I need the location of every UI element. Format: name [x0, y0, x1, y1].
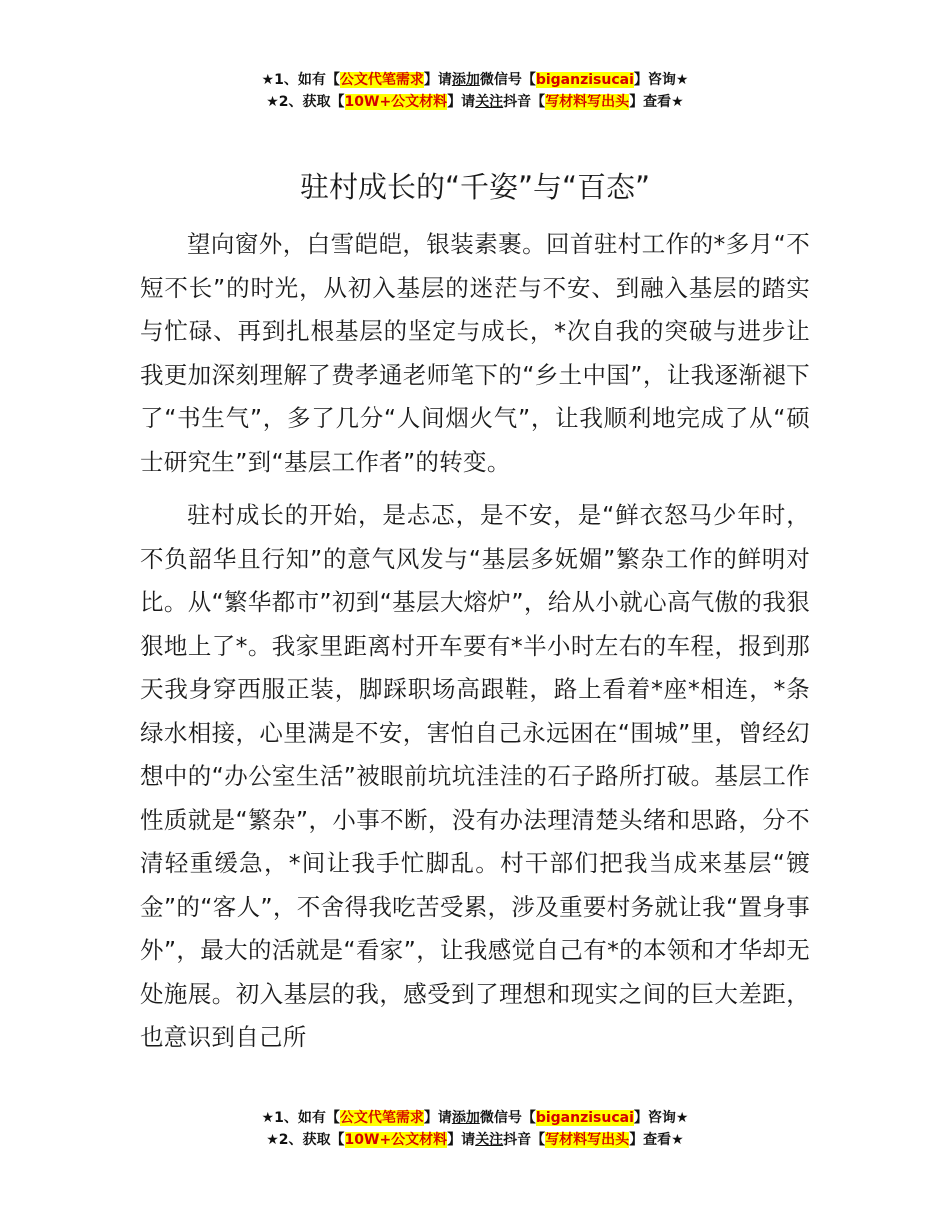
banner-text: 微信号【: [479, 72, 536, 88]
banner-text: 抖音【: [503, 94, 546, 110]
banner-text: 】请: [423, 72, 452, 88]
banner-text: ★2、获取【: [266, 94, 345, 110]
banner-text: 】请: [423, 1110, 452, 1126]
banner-line-2: [0, 91, 950, 113]
paragraph: 望向窗外，白雪皑皑，银装素裹。回首驻村工作的*多月“不短不长”的时光，从初入基层的迷茫与不安、到融入基层的踏实与忙碌、再到扎根基层的坚定与成长，*次自我的突破与进步让我更加深刻理解了费孝通老师笔下的“乡土中国”，让我逐渐褪下了“书生气”，多了几分“人间烟火气”，让我顺利地完成了从“硕士研究生”到“基层工作者”的转变。: [140, 230, 810, 476]
highlight-wechat-id: biganzisucai: [535, 1110, 634, 1126]
banner-text: 】查看★: [629, 1132, 684, 1148]
footer-banner: [0, 1107, 950, 1151]
highlight-douyin-account: 写材料写出头: [545, 1132, 630, 1148]
banner-underlined-text: 添加: [451, 72, 480, 88]
highlight-wechat-id: biganzisucai: [535, 72, 634, 88]
document-body: [140, 223, 810, 1070]
banner-underlined-text: 关注: [475, 94, 504, 110]
banner-line-1: [0, 1107, 950, 1129]
banner-line-2: [0, 1129, 950, 1151]
banner-text: ★2、获取【: [266, 1132, 345, 1148]
highlight-materials: 10W+公文材料: [344, 94, 448, 110]
banner-text: 】请: [447, 1132, 476, 1148]
highlight-douyin-account: 写材料写出头: [545, 94, 630, 110]
banner-text: ★1、如有【: [261, 1110, 340, 1126]
banner-underlined-text: 添加: [451, 1110, 480, 1126]
highlight-service: 公文代笔需求: [339, 1110, 424, 1126]
banner-text: 】请: [447, 94, 476, 110]
banner-text: ★1、如有【: [261, 72, 340, 88]
banner-text: 】咨询★: [633, 1110, 689, 1126]
highlight-service: 公文代笔需求: [339, 72, 424, 88]
banner-text: 】咨询★: [633, 72, 689, 88]
paragraph: 驻村成长的开始，是忐忑，是不安，是“鲜衣怒马少年时，不负韶华且行知”的意气风发与“基层多妩媚”繁杂工作的鲜明对比。从“繁华都市”初到“基层大熔炉”，给从小就心高气傲的我狠狠地上了*。我家里距离村开车要有*半小时左右的车程，报到那天我身穿西服正装，脚踩职场高跟鞋，路上看着*座*相连，*条绿水相接，心里满是不安，害怕自己永远困在“围城”里，曾经幻想中的“办公室生活”被眼前坑坑洼洼的石子路所打破。基层工作性质就是“繁杂”，小事不断，没有办法理清楚头绪和思路，分不清轻重缓急，*间让我手忙脚乱。村干部们把我当成来基层“镀金”的“客人”，不舍得我吃苦受累，涉及重要村务就让我“置身事外”，最大的活就是“看家”，让我感觉自己有*的本领和才华却无处施展。初入基层的我，感受到了理想和现实之间的巨大差距，也意识到自己所: [140, 501, 810, 1051]
document-title: 驻村成长的“千姿”与“百态”: [299, 170, 651, 204]
banner-text: 抖音【: [503, 1132, 546, 1148]
header-banner: [0, 69, 950, 113]
banner-underlined-text: 关注: [475, 1132, 504, 1148]
highlight-materials: 10W+公文材料: [344, 1132, 448, 1148]
banner-text: 】查看★: [629, 94, 684, 110]
banner-line-1: [0, 69, 950, 91]
banner-text: 微信号【: [479, 1110, 536, 1126]
